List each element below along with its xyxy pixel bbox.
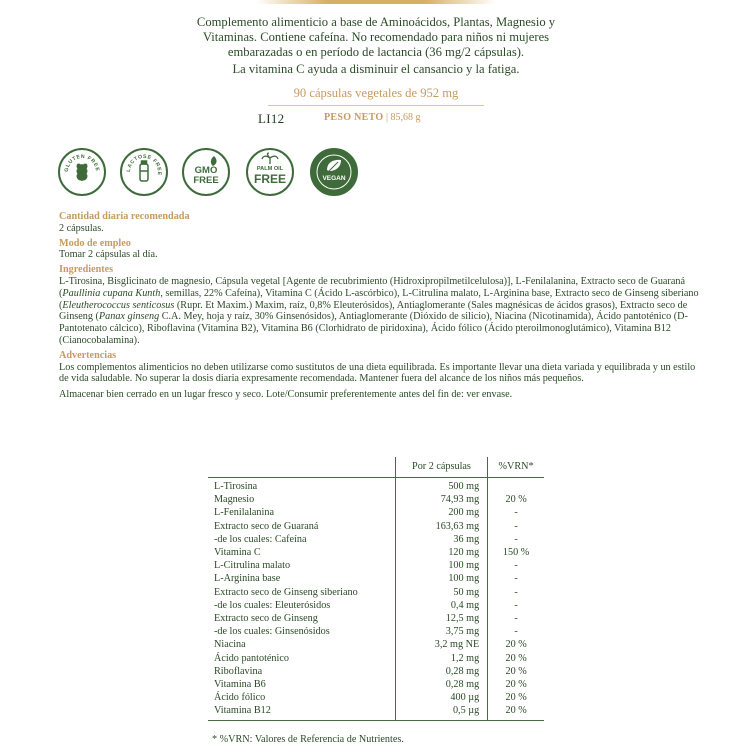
nutrient-amount: 400 µg: [395, 691, 487, 704]
intro-block: [180, 15, 572, 77]
palm-tree-icon: [262, 153, 278, 164]
palm-oil-free-line1: PALM OIL: [256, 166, 284, 172]
palm-oil-free-line2: FREE: [253, 172, 287, 186]
nutrient-amount: 200 mg: [395, 506, 487, 519]
nutrient-vrn: -: [488, 612, 544, 625]
nutrient-amount: 74,93 mg: [395, 493, 487, 506]
nutrient-amount: 12,5 mg: [395, 612, 487, 625]
nutrient-name: Vitamina B6: [214, 679, 266, 691]
lactose-free-text: LACTOSE FREE: [125, 153, 163, 176]
net-weight-separator: |: [385, 112, 388, 123]
milk-bottle-icon: [140, 161, 148, 181]
nutrient-vrn: [488, 478, 544, 494]
usage-title: Modo de empleo: [59, 237, 131, 249]
usage-text: Tomar 2 cápsulas al día.: [59, 249, 158, 261]
ingredients-segment: C.A. Mey, hoja y raíz, 30% Ginsenósidos), Antiaglomerante (Dióxido de silicio), Niacina (Nicotinamida), Ácido pantoténico (D-Pantotenato cálcico), Riboflavina (Vitamina B2), Vitamina B6 (Clorhidrato de piridoxina), Ácido fólico (Ácido pteroilmonoglutámico), Vitamina B12 (Cianocobalamina).: [59, 311, 688, 346]
vegan-text: VEGAN: [322, 175, 346, 182]
wheat-icon: [76, 163, 87, 181]
nutrient-amount: 0,28 mg: [395, 678, 487, 691]
gluten-free-badge: [58, 148, 106, 196]
ingredients-segment-italic: Paullinia cupana Kunth: [62, 287, 161, 299]
gluten-free-text: GLUTEN FREE: [63, 153, 101, 173]
top-decorative-bar: [256, 0, 496, 4]
nutrient-amount: 3,2 mg NE: [395, 638, 487, 651]
ingredients-segment: L-Tirosina, Bisglicinato de magnesio, Cápsula vegetal [Agente de recubrimiento (Hidroxipropilmetilcelulosa)], L-Fenilalanina, Extracto seco de Guaraná (: [59, 275, 685, 299]
nutrient-vrn: -: [488, 506, 544, 519]
nutrient-amount: 120 mg: [395, 546, 487, 559]
nutrient-vrn: -: [488, 533, 544, 546]
table-row: [208, 638, 544, 651]
nutrient-amount: 0,4 mg: [395, 599, 487, 612]
table-row: [208, 665, 544, 678]
nutrient-vrn: 20 %: [488, 493, 544, 506]
nutrient-vrn: 20 %: [488, 652, 544, 665]
ingredients-segment: , semillas, 22% Cafeína), Vitamina C (Ácido L-ascórbico), L-Citrulina malato, L-Arginina base, Extracto seco de Ginseng siberiano (: [59, 287, 699, 311]
storage-text: Almacenar bien cerrado en un lugar fresco y seco. Lote/Consumir preferentemente antes del fin de: ver envase.: [59, 389, 513, 401]
ingredients-segment: (Rupr. Et Maxim.) Maxim, raíz, 0,8% Eleuterósidos), Antiaglomerante (Sales magnésicas de ácidos grasos), Extracto seco de Ginseng (: [59, 299, 688, 323]
daily-dose-title: Cantidad diaria recomendada: [59, 211, 190, 222]
nutrient-amount: 0,5 µg: [395, 704, 487, 720]
palm-oil-free-badge: [246, 148, 294, 196]
net-weight-label: PESO NETO: [324, 112, 384, 123]
nutrient-name: Ácido pantoténico: [214, 652, 289, 664]
intro-line: embarazadas o en período de lactancia (36 mg/2 cápsulas).: [227, 45, 525, 59]
warnings-text: Los complementos alimenticios no deben utilizarse como sustitutos de una dieta equilibrada. Es importante llevar una dieta variada y equilibrada y un estilo de vida saludable. No superar la dosis diaria expresamente recomendada. Mantener fuera del alcance de los niños más pequeños.: [59, 361, 696, 385]
daily-dose-text: 2 cápsulas.: [59, 222, 104, 234]
table-row: [208, 691, 544, 704]
nutrient-amount: 100 mg: [395, 572, 487, 585]
nutrient-name: L-Arginina base: [214, 573, 281, 585]
nutrient-amount: 0,28 mg: [395, 665, 487, 678]
nutrient-vrn: -: [488, 559, 544, 572]
table-row: [208, 478, 544, 494]
label-text: [59, 211, 699, 401]
code-row: [258, 110, 558, 128]
table-row: [208, 678, 544, 691]
table-row: [208, 493, 544, 506]
nutrient-name: L-Citrulina malato: [214, 560, 291, 572]
capsule-count: 90 cápsulas vegetales de 952 mg: [268, 86, 484, 106]
table-row: [208, 520, 544, 533]
net-weight: [324, 112, 421, 123]
table-header-cell: [208, 457, 395, 478]
table-row: [208, 625, 544, 638]
table-row: [208, 612, 544, 625]
table-row: [208, 572, 544, 585]
ingredients-text: [59, 276, 699, 347]
svg-text:LACTOSE FREE: [126, 154, 162, 176]
intro-line: Vitaminas. Contiene cafeína. No recomendado para niños ni mujeres: [202, 30, 550, 44]
ingredients-segment-italic: Panax ginseng: [98, 311, 160, 323]
ingredients-segment-italic: Eleutherococcus senticosus: [62, 299, 175, 311]
table-row: [208, 506, 544, 519]
nutrient-name: Niacina: [214, 639, 246, 651]
nutrient-amount: 36 mg: [395, 533, 487, 546]
table-row: [208, 533, 544, 546]
vitamin-c-claim: La vitamina C ayuda a disminuir el cansancio y la fatiga.: [232, 62, 520, 76]
table-header-cell: %VRN*: [488, 457, 544, 478]
table-row: [208, 586, 544, 599]
nutrient-amount: 1,2 mg: [395, 652, 487, 665]
nutrient-vrn: 20 %: [488, 691, 544, 704]
gmo-free-line1: GMO: [194, 165, 218, 176]
nutrient-name: Vitamina B12: [208, 704, 395, 720]
table-row: [208, 704, 544, 720]
nutrient-amount: 163,63 mg: [395, 520, 487, 533]
vegan-leaf-icon: [327, 160, 341, 171]
nutrient-vrn: -: [488, 586, 544, 599]
nutrient-vrn: 20 %: [488, 678, 544, 691]
nutrient-name: Magnesio: [214, 494, 255, 506]
vegan-badge: [310, 148, 358, 196]
nutrient-name: L-Tirosina: [214, 481, 258, 492]
nutrient-vrn: 20 %: [488, 638, 544, 651]
nutrient-vrn: -: [488, 572, 544, 585]
product-code: LI12: [258, 111, 285, 126]
nutrient-name: -de los cuales: Cafeína: [214, 533, 307, 545]
nutrient-amount: 50 mg: [395, 586, 487, 599]
nutrient-name: -de los cuales: Eleuterósidos: [214, 599, 331, 611]
nutrition-table: [208, 457, 544, 721]
nutrient-amount: 3,75 mg: [395, 625, 487, 638]
nutrient-name: Ácido fólico: [214, 692, 266, 704]
lactose-free-badge: [120, 148, 168, 196]
intro-line: Complemento alimenticio a base de Aminoácidos, Plantas, Magnesio y: [196, 15, 556, 29]
nutrient-name: Vitamina C: [214, 547, 261, 559]
nutrient-name: L-Fenilalanina: [214, 507, 274, 519]
nutrient-amount: 100 mg: [395, 559, 487, 572]
table-row: [208, 652, 544, 665]
table-row: [208, 599, 544, 612]
table-row: [208, 559, 544, 572]
table-header-row: [208, 457, 544, 478]
gmo-free-badge: [182, 148, 230, 196]
nutrient-vrn: -: [488, 599, 544, 612]
nutrient-vrn: -: [488, 520, 544, 533]
nutrient-name: Riboflavina: [214, 665, 263, 677]
table-row: [208, 546, 544, 559]
warnings-title: Advertencias: [59, 349, 117, 361]
nutrient-vrn: -: [488, 625, 544, 638]
table-header-cell: Por 2 cápsulas: [395, 457, 487, 478]
nutrient-amount: 500 mg: [395, 478, 487, 494]
net-weight-value: 85,68 g: [390, 112, 421, 123]
nutrient-name: Extracto seco de Ginseng siberiano: [214, 586, 358, 598]
nutrient-name: Extracto seco de Ginseng: [214, 613, 318, 625]
nutrient-vrn: 150 %: [488, 546, 544, 559]
footnote: * %VRN: Valores de Referencia de Nutrientes.: [212, 734, 404, 745]
gmo-free-line2: FREE: [193, 175, 219, 186]
nutrient-name: -de los cuales: Ginsenósidos: [214, 626, 330, 638]
ingredients-title: Ingredientes: [59, 264, 114, 276]
nutrient-name: Extracto seco de Guaraná: [214, 520, 319, 532]
nutrient-vrn: 20 %: [488, 704, 544, 720]
nutrient-vrn: 20 %: [488, 665, 544, 678]
